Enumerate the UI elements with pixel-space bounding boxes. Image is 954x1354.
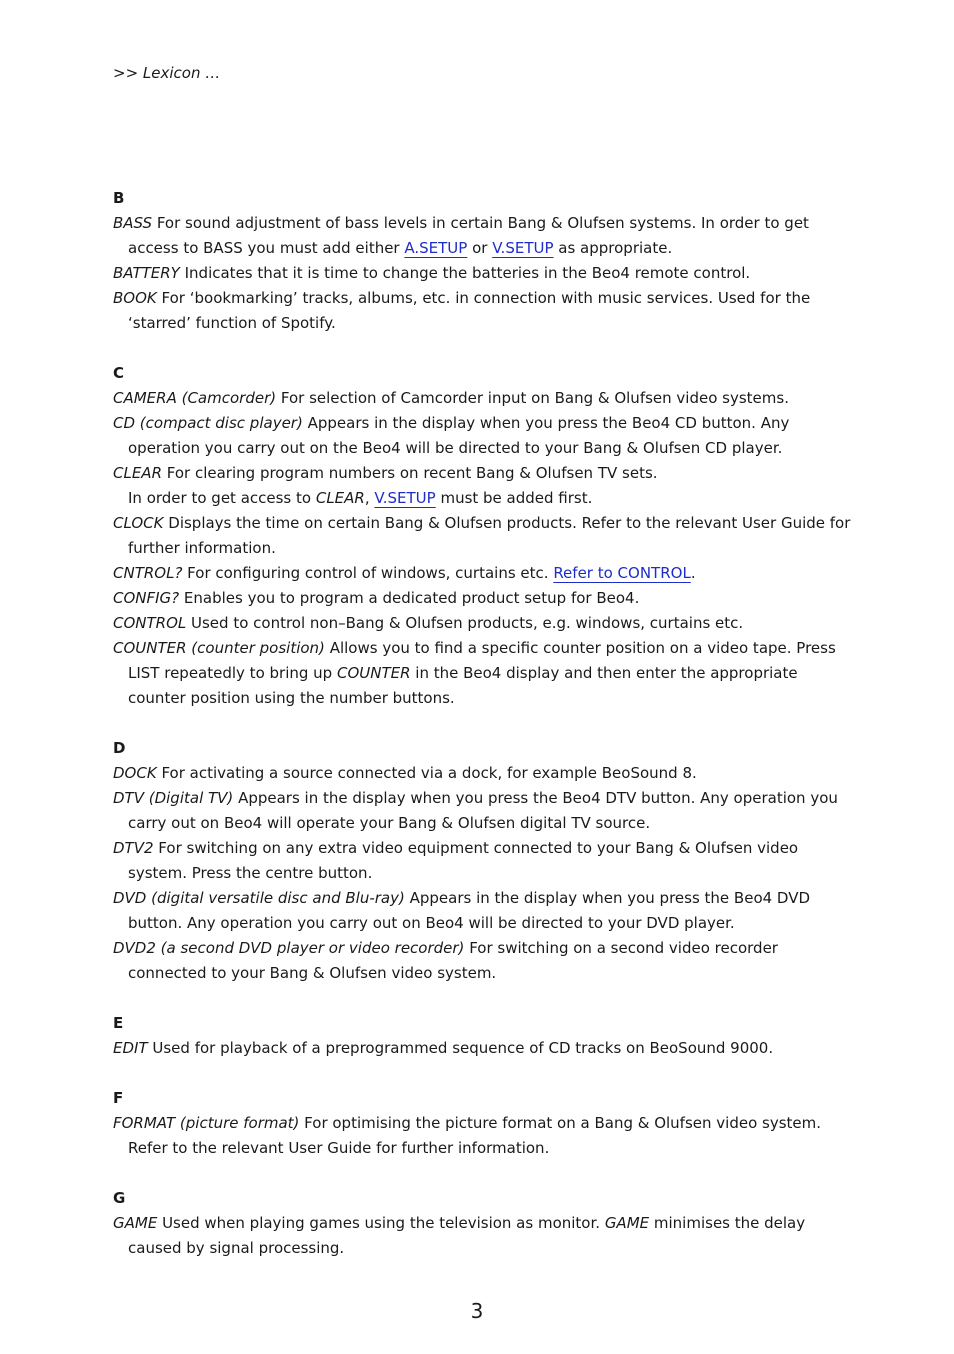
entry-control (113, 611, 858, 636)
breadcrumb: >> Lexicon … (113, 64, 221, 82)
entry-term: CNTROL? (113, 564, 183, 582)
entry-text: Displays the time on certain Bang & Olufsen products. Refer to the relevant User Guide for further information. (128, 514, 851, 557)
section-letter: B (113, 189, 125, 207)
entry-text: , (364, 489, 375, 507)
entry-term: CLEAR (315, 489, 365, 507)
entry-dvd2 (113, 936, 858, 986)
entry-clear-access (113, 486, 858, 511)
entry-term: DTV (Digital TV) (113, 789, 234, 807)
entry-term: BATTERY (113, 264, 180, 282)
section-d (113, 736, 858, 986)
entry-term: CAMERA (Camcorder) (113, 389, 277, 407)
entry-book (113, 286, 858, 336)
entry-text: For optimising the picture format on a Bang & Olufsen video system. Refer to the relevant User Guide for further information. (128, 1114, 822, 1157)
entry-text: minimises the delay caused by signal processing. (128, 1214, 806, 1257)
entry-text: Used to control non–Bang & Olufsen products, e.g. windows, curtains etc. (186, 614, 744, 632)
entry-term: DOCK (113, 764, 157, 782)
entry-text: Enables you to program a dedicated product setup for Beo4. (179, 589, 640, 607)
entry-text: For activating a source connected via a dock, for example BeoSound 8. (156, 764, 697, 782)
entry-term: GAME (113, 1214, 158, 1232)
entry-text: For selection of Camcorder input on Bang & Olufsen video systems. (276, 389, 789, 407)
a-setup-link[interactable]: A.SETUP (404, 239, 468, 257)
entry-clear (113, 461, 858, 486)
entry-term: DVD (digital versatile disc and Blu-ray) (113, 889, 405, 907)
section-letter: E (113, 1014, 124, 1032)
entry-edit (113, 1036, 858, 1061)
section-c (113, 361, 858, 711)
entry-term: CONFIG? (113, 589, 180, 607)
refer-to-control-link[interactable]: Refer to CONTROL (553, 564, 691, 582)
entry-text: Appears in the display when you press the Beo4 DTV button. Any operation you carry out on Beo4 will operate your Bang & Olufsen digital TV source. (128, 789, 838, 832)
entry-term: DVD2 (a second DVD player or video recorder) (113, 939, 465, 957)
entry-term: FORMAT (picture format) (113, 1114, 300, 1132)
section-letter: F (113, 1089, 124, 1107)
entry-text: Used for playback of a preprogrammed sequence of CD tracks on BeoSound 9000. (147, 1039, 774, 1057)
entry-dock (113, 761, 858, 786)
entry-text: Indicates that it is time to change the batteries in the Beo4 remote control. (179, 264, 751, 282)
entry-text: For ‘bookmarking’ tracks, albums, etc. in connection with music services. Used for the ‘starred’ function of Spotify. (128, 289, 811, 332)
entry-term: CLEAR (113, 464, 162, 482)
section-f (113, 1086, 858, 1161)
entry-term: CLOCK (113, 514, 164, 532)
entry-text: . (690, 564, 696, 582)
entry-config (113, 586, 858, 611)
entry-text: For clearing program numbers on recent Bang & Olufsen TV sets. (162, 464, 658, 482)
lexicon-content (113, 186, 858, 1286)
entry-term: CD (compact disc player) (113, 414, 303, 432)
section-b (113, 186, 858, 336)
section-g (113, 1186, 858, 1261)
entry-cntrol (113, 561, 858, 586)
entry-term: BOOK (113, 289, 157, 307)
entry-battery (113, 261, 858, 286)
entry-dtv (113, 786, 858, 836)
entry-text: must be added first. (435, 489, 593, 507)
entry-dvd (113, 886, 858, 936)
entry-term: COUNTER (336, 664, 411, 682)
entry-clock (113, 511, 858, 561)
entry-dtv2 (113, 836, 858, 886)
entry-term: EDIT (113, 1039, 148, 1057)
entry-text: In order to get access to (128, 489, 316, 507)
entry-text: Appears in the display when you press the Beo4 CD button. Any operation you carry out on the Beo4 will be directed to your Bang & Olufsen CD player. (128, 414, 790, 457)
entry-text: For switching on a second video recorder connected to your Bang & Olufsen video system. (128, 939, 778, 982)
entry-text: Appears in the display when you press the Beo4 DVD button. Any operation you carry out on Beo4 will be directed to your DVD player. (128, 889, 811, 932)
v-setup-link[interactable]: V.SETUP (492, 239, 554, 257)
entry-text: or (467, 239, 493, 257)
entry-text: Used when playing games using the television as monitor. (157, 1214, 605, 1232)
entry-counter (113, 636, 858, 711)
entry-text: For switching on any extra video equipment connected to your Bang & Olufsen video system. Press the centre button. (128, 839, 799, 882)
entry-camera (113, 386, 858, 411)
entry-game (113, 1211, 858, 1261)
entry-text: For sound adjustment of bass levels in certain Bang & Olufsen systems. In order to get access to BASS you must add either (128, 214, 809, 257)
section-letter: C (113, 364, 125, 382)
entry-term: GAME (604, 1214, 650, 1232)
section-e (113, 1011, 858, 1061)
section-letter: D (113, 739, 126, 757)
entry-term: CONTROL (113, 614, 187, 632)
entry-text: Allows you to find a specific counter position on a video tape. Press LIST repeatedly to bring up (128, 639, 836, 682)
page-number: 3 (470, 1299, 484, 1323)
entry-term: BASS (113, 214, 153, 232)
entry-format (113, 1111, 858, 1161)
entry-cd (113, 411, 858, 461)
entry-term: COUNTER (counter position) (113, 639, 325, 657)
entry-bass (113, 211, 858, 261)
entry-text: For configuring control of windows, curtains etc. (182, 564, 554, 582)
entry-text: in the Beo4 display and then enter the appropriate counter position using the number buttons. (128, 664, 798, 707)
v-setup-link[interactable]: V.SETUP (374, 489, 436, 507)
section-letter: G (113, 1189, 126, 1207)
entry-text: as appropriate. (553, 239, 673, 257)
entry-term: DTV2 (113, 839, 154, 857)
